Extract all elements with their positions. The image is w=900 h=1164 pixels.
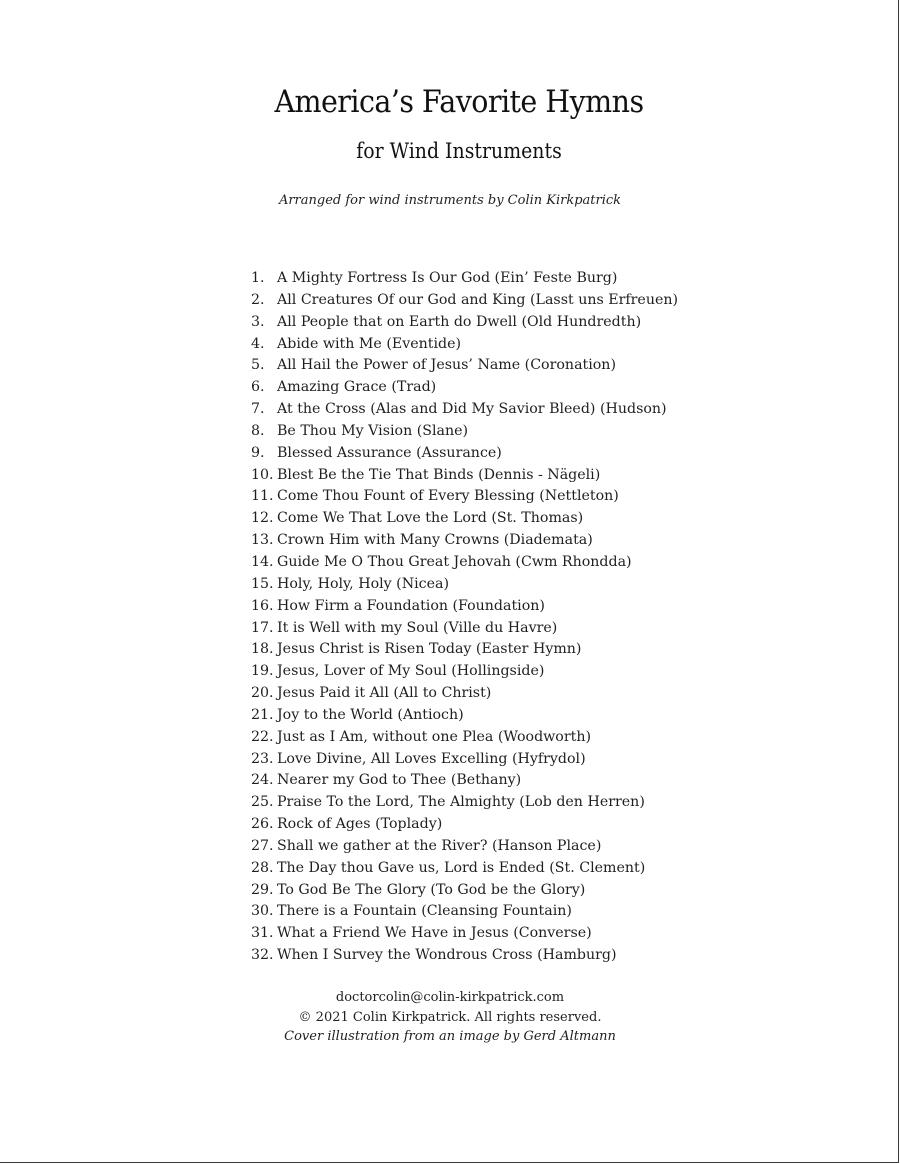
hymn-item (251, 683, 678, 705)
hymn-number: 10. (251, 466, 274, 483)
hymn-title: To God Be The Glory (To God be the Glory) (277, 881, 586, 898)
hymn-title: Amazing Grace (Trad) (277, 379, 437, 396)
hymn-item (251, 334, 678, 356)
hymn-number: 29. (251, 881, 274, 898)
hymn-item (251, 945, 678, 967)
hymn-number: 23. (251, 750, 274, 767)
hymn-title: Be Thou My Vision (Slane) (277, 422, 469, 439)
hymn-number: 20. (251, 685, 274, 702)
hymn-item (251, 880, 678, 902)
hymn-title: Love Divine, All Loves Excelling (Hyfrydol) (277, 750, 586, 767)
hymn-number: 28. (251, 859, 274, 876)
hymn-item (251, 639, 678, 661)
hymn-list (251, 268, 678, 967)
document-title: America’s Favorite Hymns (274, 84, 644, 120)
hymn-title: Nearer my God to Thee (Bethany) (277, 772, 522, 789)
hymn-item (251, 268, 678, 290)
arranger-credit: Arranged for wind instruments by Colin Kirkpatrick (278, 193, 622, 208)
hymn-number: 9. (251, 444, 265, 461)
hymn-title: Just as I Am, without one Plea (Woodworth) (277, 728, 592, 745)
hymn-title: Jesus, Lover of My Soul (Hollingside) (277, 663, 545, 680)
hymn-item (251, 923, 678, 945)
hymn-title: Holy, Holy, Holy (Nicea) (277, 575, 449, 592)
hymn-title: Joy to the World (Antioch) (277, 706, 464, 723)
hymn-title: Guide Me O Thou Great Jehovah (Cwm Rhondda) (277, 553, 632, 570)
hymn-title: What a Friend We Have in Jesus (Converse) (277, 925, 592, 942)
hymn-item (251, 858, 678, 880)
hymn-number: 27. (251, 837, 274, 854)
hymn-number: 22. (251, 728, 274, 745)
hymn-item (251, 312, 678, 334)
contact-email: doctorcolin@colin-kirkpatrick.com (335, 990, 565, 1005)
document-subtitle: for Wind Instruments (356, 139, 562, 163)
hymn-number: 25. (251, 794, 274, 811)
hymn-title: Jesus Paid it All (All to Christ) (277, 685, 492, 702)
hymn-title: All Creatures Of our God and King (Lasst uns Erfreuen) (277, 291, 679, 308)
hymn-number: 6. (251, 379, 265, 396)
hymn-title: It is Well with my Soul (Ville du Havre) (277, 619, 558, 636)
hymn-item (251, 814, 678, 836)
hymn-item (251, 574, 678, 596)
hymn-title: There is a Fountain (Cleansing Fountain) (277, 903, 572, 920)
hymn-number: 7. (251, 401, 265, 418)
hymn-title: Come Thou Fount of Every Blessing (Nettleton) (277, 488, 619, 505)
hymn-number: 30. (251, 903, 274, 920)
hymn-number: 14. (251, 553, 274, 570)
hymn-item (251, 290, 678, 312)
hymn-number: 11. (251, 488, 274, 505)
hymn-number: 15. (251, 575, 274, 592)
hymn-number: 19. (251, 663, 274, 680)
hymn-title: Come We That Love the Lord (St. Thomas) (277, 510, 584, 527)
footer (0, 988, 900, 1047)
hymn-title: A Mighty Fortress Is Our God (Ein’ Feste Burg) (277, 270, 618, 286)
hymn-title: Crown Him with Many Crowns (Diademata) (277, 532, 593, 549)
hymn-item (251, 596, 678, 618)
hymn-item (251, 901, 678, 923)
hymn-item (251, 486, 678, 508)
hymn-number: 24. (251, 772, 274, 789)
hymn-title: All People that on Earth do Dwell (Old Hundredth) (277, 313, 642, 330)
hymn-title: Praise To the Lord, The Almighty (Lob den Herren) (277, 794, 645, 811)
hymn-title: Abide with Me (Eventide) (277, 335, 462, 352)
hymn-title: At the Cross (Alas and Did My Savior Bleed) (Hudson) (277, 401, 667, 418)
hymn-title: Rock of Ages (Toplady) (277, 816, 443, 833)
hymn-number: 4. (251, 335, 265, 352)
hymn-number: 5. (251, 357, 265, 374)
hymn-title: When I Survey the Wondrous Cross (Hamburg) (277, 947, 617, 964)
hymn-title: How Firm a Foundation (Foundation) (277, 597, 545, 614)
hymn-number: 1. (251, 270, 265, 286)
hymn-number: 26. (251, 816, 274, 833)
hymn-number: 13. (251, 532, 274, 549)
hymn-title: Blest Be the Tie That Binds (Dennis - Nägeli) (277, 466, 601, 483)
hymn-title: Shall we gather at the River? (Hanson Place) (277, 837, 602, 854)
hymn-number: 2. (251, 291, 265, 308)
hymn-item (251, 399, 678, 421)
hymn-item (251, 377, 678, 399)
hymn-title: Blessed Assurance (Assurance) (277, 444, 502, 461)
hymn-item (251, 836, 678, 858)
copyright-notice: © 2021 Colin Kirkpatrick. All rights reserved. (298, 1009, 602, 1025)
hymn-item (251, 508, 678, 530)
hymn-item (251, 749, 678, 771)
hymn-number: 21. (251, 706, 274, 723)
hymn-item (251, 552, 678, 574)
hymn-number: 3. (251, 313, 265, 330)
hymn-item (251, 705, 678, 727)
hymn-item (251, 355, 678, 377)
hymn-item (251, 421, 678, 443)
hymn-number: 16. (251, 597, 274, 614)
hymn-number: 31. (251, 925, 274, 942)
hymn-item (251, 530, 678, 552)
hymn-title: The Day thou Gave us, Lord is Ended (St. Clement) (277, 859, 646, 876)
hymn-number: 12. (251, 510, 274, 527)
hymn-item (251, 465, 678, 487)
hymn-title: All Hail the Power of Jesus’ Name (Coronation) (277, 357, 616, 374)
hymn-number: 17. (251, 619, 274, 636)
illustration-credit: Cover illustration from an image by Gerd Altmann (284, 1029, 616, 1044)
hymn-item (251, 618, 678, 640)
hymn-item (251, 770, 678, 792)
hymn-item (251, 727, 678, 749)
hymn-title: Jesus Christ is Risen Today (Easter Hymn) (277, 641, 582, 658)
hymn-number: 18. (251, 641, 274, 658)
hymn-item (251, 661, 678, 683)
hymn-number: 32. (251, 947, 274, 964)
hymn-number: 8. (251, 422, 265, 439)
hymn-item (251, 443, 678, 465)
hymn-item (251, 792, 678, 814)
